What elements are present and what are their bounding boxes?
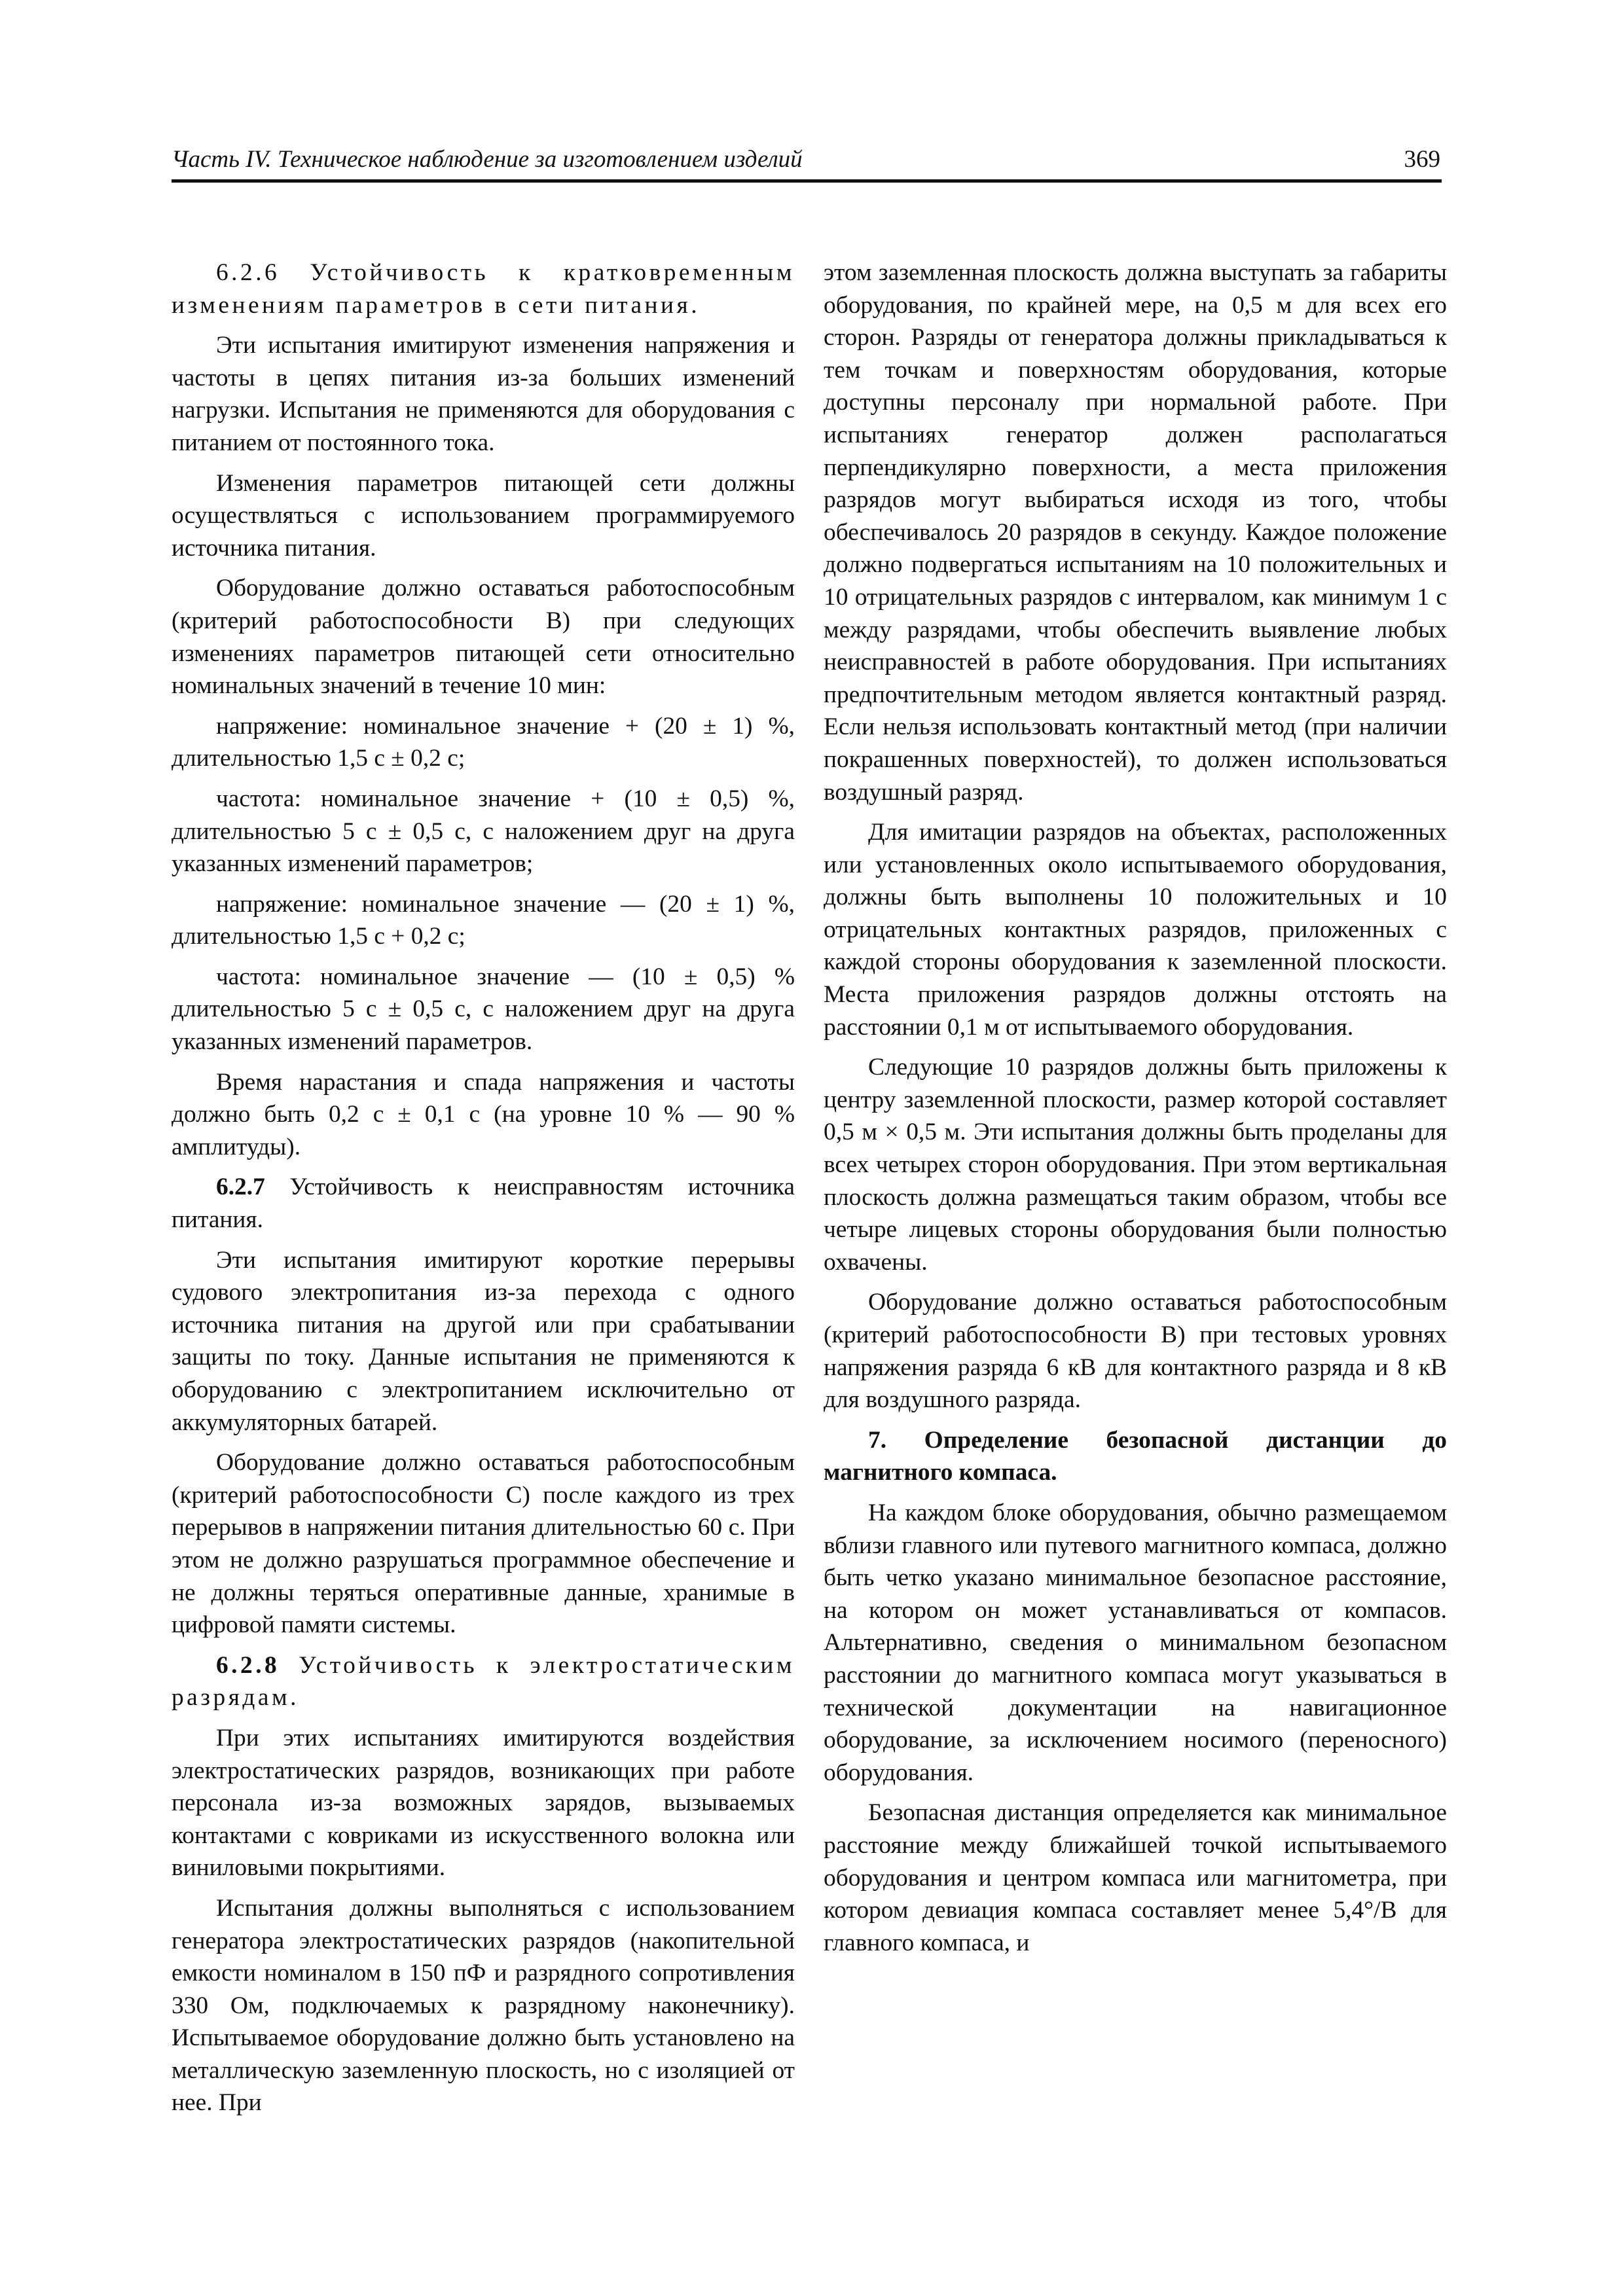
running-title: Часть IV. Техническое наблюдение за изготовлением изделий xyxy=(172,146,803,173)
paragraph: Время нарастания и спада напряжения и частоты должно быть 0,2 с ± 0,1 с (на уровне 10 % — 90 % амплитуды). xyxy=(172,1068,795,1160)
paragraph: Эти испытания имитируют короткие перерывы судового электропитания из-за перехода с одного источника питания на другой или при срабатывании защиты по току. Данные испытания не применяются к оборудованию с электропитанием исключительно от аккумуляторных батарей. xyxy=(172,1246,795,1436)
list-item-voltage-minus: напряжение: номинальное значение — (20 ± 1) %, длительностью 1,5 с + 0,2 с; xyxy=(172,890,795,950)
list-item-frequency-plus: частота: номинальное значение + (10 ± 0,5) %, длительностью 5 с ± 0,5 с, с наложением друг на друга указанных изменений параметров; xyxy=(172,785,795,878)
section-6-2-7-heading xyxy=(172,1171,795,1236)
list-item-voltage-plus: напряжение: номинальное значение + (20 ± 1) %, длительностью 1,5 с ± 0,2 с; xyxy=(172,712,795,772)
section-number: 6.2.7 xyxy=(216,1174,265,1201)
paragraph: Оборудование должно оставаться работоспособным (критерий работоспособности В) при следующих изменениях параметров питающей сети относительно номинальных значений в течение 10 мин: xyxy=(172,575,795,700)
paragraph: На каждом блоке оборудования, обычно размещаемом вблизи главного или путевого магнитного компаса, должно быть четко указано минимальное безопасное расстояние, на котором он может устанавливаться от компасов. Альтернативно, сведения о минимальном безопасном расстоянии до магнитного компаса могут указываться в технической документации на навигационное оборудование, за исключением носимого (переносного) оборудования. xyxy=(824,1499,1447,1786)
section-title: Устойчивость к кратковременным изменениям параметров в сети питания. xyxy=(172,259,795,319)
section-number: 6.2.6 xyxy=(216,259,280,286)
paragraph: Оборудование должно оставаться работоспособным (критерий работоспособности В) при тестовых уровнях напряжения разряда 6 кВ для контактного разряда и 8 кВ для воздушного разряда. xyxy=(824,1289,1447,1414)
list-item-frequency-minus: частота: номинальное значение — (10 ± 0,5) % длительностью 5 с ± 0,5 с, с наложением друг на друга указанных изменений параметров. xyxy=(172,963,795,1056)
paragraph: Для имитации разрядов на объектах, расположенных или установленных около испытываемого оборудования, должны быть выполнены 10 положительных и 10 отрицательных контактных разрядов, приложенных с каждой стороны оборудования к заземленной плоскости. Места приложения разрядов должны отстоять на расстоянии 0,1 м от испытываемого оборудования. xyxy=(824,819,1447,1041)
section-number: 6.2.8 xyxy=(216,1651,280,1679)
paragraph: Безопасная дистанция определяется как минимальное расстояние между ближайшей точкой испытываемого оборудования и центром компаса или магнитометра, при котором девиация компаса составляет менее 5,4°/B для главного компаса, и xyxy=(824,1799,1447,1956)
section-title: Устойчивость к неисправностям источника питания. xyxy=(172,1174,795,1234)
paragraph: Следующие 10 разрядов должны быть приложены к центру заземленной плоскости, размер которой составляет 0,5 м × 0,5 м. Эти испытания должны быть проделаны для всех четырех сторон оборудования. При этом вертикальная плоскость должна размещаться таким образом, чтобы все четыре лицевых стороны оборудования были полностью охвачены. xyxy=(824,1054,1447,1276)
section-6-2-8-heading xyxy=(172,1649,795,1714)
page-number: 369 xyxy=(1404,146,1440,173)
section-title: Устойчивость к электростатическим разрядам. xyxy=(172,1651,795,1712)
section-7-heading: 7. Определение безопасной дистанции до магнитного компаса. xyxy=(824,1426,1447,1486)
paragraph-continued: этом заземленная плоскость должна выступать за габариты оборудования, по крайней мере, на 0,5 м для всех его сторон. Разряды от генератора должны прикладываться к тем точкам и поверхностям оборудования, которые доступны персоналу при нормальной работе. При испытаниях генератор должен располагаться перпендикулярно поверхности, а места приложения разрядов могут выбираться исходя из того, чтобы обеспечивалось 20 разрядов в секунду. Каждое положение должно подвергаться испытаниям на 10 положительных и 10 отрицательных разрядов с интервалом, как минимум 1 с между разрядами, чтобы обеспечить выявление любых неисправностей в работе оборудования. При испытаниях предпочтительным методом является контактный разряд. Если нельзя использовать контактный метод (при наличии покрашенных поверхностей), то должен использоваться воздушный разряд. xyxy=(824,259,1447,806)
paragraph: При этих испытаниях имитируются воздействия электростатических разрядов, возникающих при работе персонала из-за возможных зарядов, вызываемых контактами с ковриками из искусственного волокна или виниловыми покрытиями. xyxy=(172,1724,795,1882)
right-column xyxy=(824,257,1447,1967)
paragraph: Испытания должны выполняться с использованием генератора электростатических разрядов (накопительной емкости номиналом в 150 пФ и разрядного сопротивления 330 Ом, подключаемых к разрядному наконечнику). Испытываемое оборудование должно быть установлено на металлическую заземленную плоскость, но с изоляцией от нее. При xyxy=(172,1894,795,2117)
paragraph: Изменения параметров питающей сети должны осуществляться с использованием программируемого источника питания. xyxy=(172,469,795,562)
paragraph: Эти испытания имитируют изменения напряжения и частоты в цепях питания из-за больших изменений нагрузки. Испытания не применяются для оборудования с питанием от постоянного тока. xyxy=(172,332,795,456)
left-column xyxy=(172,257,795,2127)
paragraph: Оборудование должно оставаться работоспособным (критерий работоспособности С) после каждого из трех перерывов в напряжении питания длительностью 60 с. При этом не должно разрушаться программное обеспечение и не должны теряться оперативные данные, хранимые в цифровой памяти системы. xyxy=(172,1449,795,1639)
page-header xyxy=(172,143,1442,183)
section-6-2-6-heading xyxy=(172,257,795,321)
